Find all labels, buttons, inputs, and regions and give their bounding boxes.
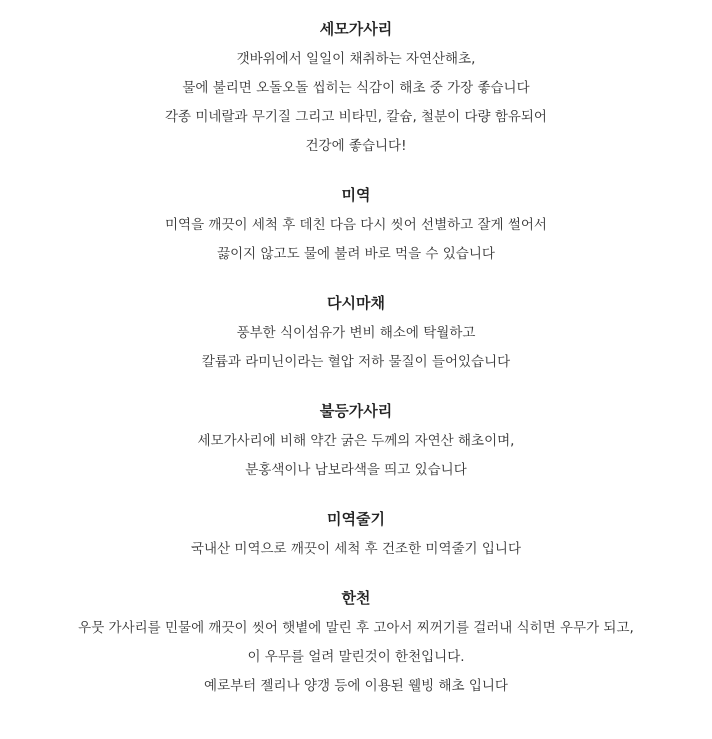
description-line: 국내산 미역으로 깨끗이 세척 후 건조한 미역줄기 입니다 (191, 541, 521, 557)
section-buldeunggasari (0, 399, 712, 485)
section-title: 미역 (341, 186, 371, 204)
description-line: 끓이지 않고도 물에 불려 바로 먹을 수 있습니다 (217, 246, 495, 262)
description-line: 세모가사리에 비해 약간 굵은 두께의 자연산 해초이며, (197, 433, 515, 449)
description-line: 이 우무를 얼려 말린것이 한천입니다. (247, 649, 465, 665)
description-line: 미역을 깨끗이 세척 후 데친 다음 다시 씻어 선별하고 잘게 썰어서 (165, 217, 547, 233)
description-line: 갯바위에서 일일이 채취하는 자연산해초, (236, 51, 476, 67)
section-title: 불등가사리 (319, 402, 393, 420)
description-line: 건강에 좋습니다! (305, 138, 407, 154)
description-line: 각종 미네랄과 무기질 그리고 비타민, 칼슘, 철분이 다량 함유되어 (165, 109, 547, 125)
section-hancheon (0, 586, 712, 701)
section-miyeokjulgi (0, 507, 712, 564)
section-semogasari (0, 17, 712, 161)
description-line: 칼륨과 라미닌이라는 혈압 저하 물질이 들어있습니다 (201, 354, 511, 370)
description-line: 분홍색이나 남보라색을 띄고 있습니다 (245, 462, 467, 478)
section-dashimachae (0, 291, 712, 377)
section-title: 미역줄기 (327, 510, 385, 528)
section-miyeok (0, 183, 712, 269)
description-line: 물에 불리면 오돌오돌 씹히는 식감이 해초 중 가장 좋습니다 (182, 80, 530, 96)
section-title: 다시마채 (327, 294, 385, 312)
description-line: 우뭇 가사리를 민물에 깨끗이 씻어 햇볕에 말린 후 고아서 찌꺼기를 걸러내 식히면 우무가 되고, (78, 620, 634, 636)
description-line: 예로부터 젤리나 양갱 등에 이용된 웰빙 해초 입니다 (204, 678, 508, 694)
section-title: 한천 (341, 589, 371, 607)
description-line: 풍부한 식이섬유가 변비 해소에 탁월하고 (236, 325, 476, 341)
section-title: 세모가사리 (319, 20, 393, 38)
